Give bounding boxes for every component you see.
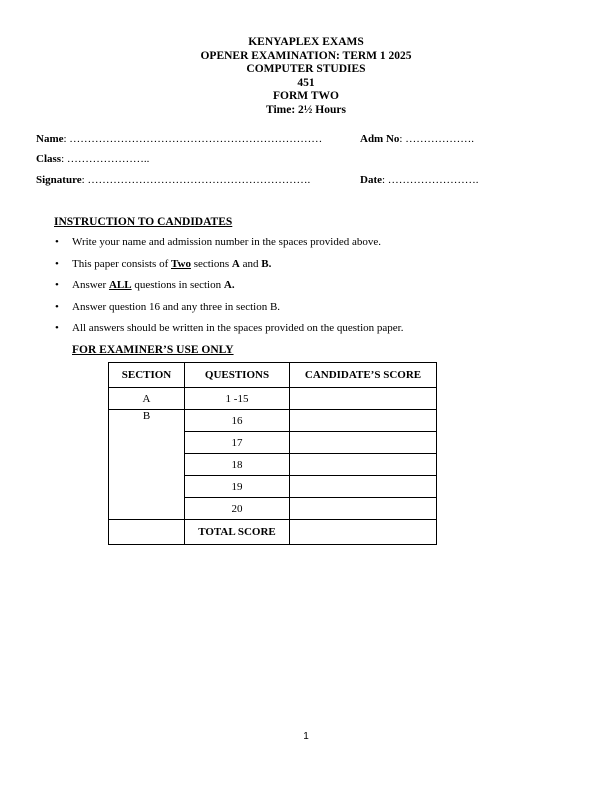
total-blank-cell bbox=[109, 520, 185, 545]
list-item: • This paper consists of Two sections A and B. bbox=[54, 255, 574, 277]
time-allowed: Time: 2½ Hours bbox=[266, 103, 346, 116]
score-table bbox=[108, 362, 437, 545]
list-item: • Answer question 16 and any three in section B. bbox=[54, 298, 574, 320]
table-row bbox=[109, 388, 437, 410]
signature-row bbox=[36, 174, 310, 186]
org-title: KENYAPLEX EXAMS bbox=[248, 36, 364, 48]
score-cell[interactable] bbox=[290, 498, 437, 520]
questions-cell: 20 bbox=[185, 498, 290, 520]
questions-cell: 1 -15 bbox=[185, 388, 290, 410]
list-item: • Answer ALL questions in section A. bbox=[54, 276, 574, 298]
name-row bbox=[36, 133, 322, 145]
total-row bbox=[109, 520, 437, 545]
subject-code: 451 bbox=[297, 76, 315, 89]
section-cell: B bbox=[109, 410, 185, 520]
class-row bbox=[36, 153, 149, 165]
total-label: TOTAL SCORE bbox=[185, 520, 290, 545]
total-score-cell[interactable] bbox=[290, 520, 437, 545]
class-label: Class bbox=[36, 153, 62, 165]
subject-title: COMPUTER STUDIES bbox=[246, 63, 366, 76]
adm-row bbox=[360, 133, 474, 145]
adm-label: Adm No bbox=[360, 133, 400, 145]
bullet-icon: • bbox=[55, 257, 59, 270]
date-field[interactable]: : ……………………. bbox=[382, 174, 479, 186]
table-row bbox=[109, 410, 437, 432]
score-cell[interactable] bbox=[290, 476, 437, 498]
instructions-title: INSTRUCTION TO CANDIDATES bbox=[54, 216, 233, 228]
list-item: • All answers should be written in the spaces provided on the question paper. bbox=[54, 319, 574, 341]
bullet-icon: • bbox=[55, 236, 59, 248]
list-item: • Write your name and admission number in the spaces provided above. bbox=[54, 233, 574, 255]
table-header-row bbox=[109, 363, 437, 388]
bullet-icon: • bbox=[55, 322, 59, 335]
header-questions: QUESTIONS bbox=[185, 363, 290, 388]
date-row bbox=[360, 174, 479, 186]
examiner-title: FOR EXAMINER’S USE ONLY bbox=[72, 344, 234, 356]
questions-cell: 18 bbox=[185, 454, 290, 476]
page-number: 1 bbox=[303, 731, 309, 742]
signature-label: Signature bbox=[36, 174, 82, 186]
exam-header bbox=[0, 36, 612, 118]
header-section: SECTION bbox=[109, 363, 185, 388]
bullet-icon: • bbox=[55, 300, 59, 313]
form-title: FORM TWO bbox=[273, 90, 339, 103]
exam-title: OPENER EXAMINATION: TERM 1 2025 bbox=[200, 49, 412, 62]
class-field[interactable]: : ………………….. bbox=[61, 153, 150, 165]
name-field[interactable]: : …………………………………………………………… bbox=[63, 133, 323, 145]
name-label: Name bbox=[36, 133, 64, 145]
score-cell[interactable] bbox=[290, 388, 437, 410]
instructions-list bbox=[54, 233, 574, 341]
section-cell: A bbox=[109, 388, 185, 410]
score-cell[interactable] bbox=[290, 454, 437, 476]
questions-cell: 16 bbox=[185, 410, 290, 432]
score-cell[interactable] bbox=[290, 432, 437, 454]
date-label: Date bbox=[360, 174, 382, 186]
adm-field[interactable]: : ………………. bbox=[399, 133, 474, 145]
signature-field[interactable]: : ……………………………………………………. bbox=[81, 174, 311, 186]
bullet-icon: • bbox=[55, 279, 59, 292]
questions-cell: 17 bbox=[185, 432, 290, 454]
questions-cell: 19 bbox=[185, 476, 290, 498]
score-cell[interactable] bbox=[290, 410, 437, 432]
header-score: CANDIDATE’S SCORE bbox=[290, 363, 437, 388]
